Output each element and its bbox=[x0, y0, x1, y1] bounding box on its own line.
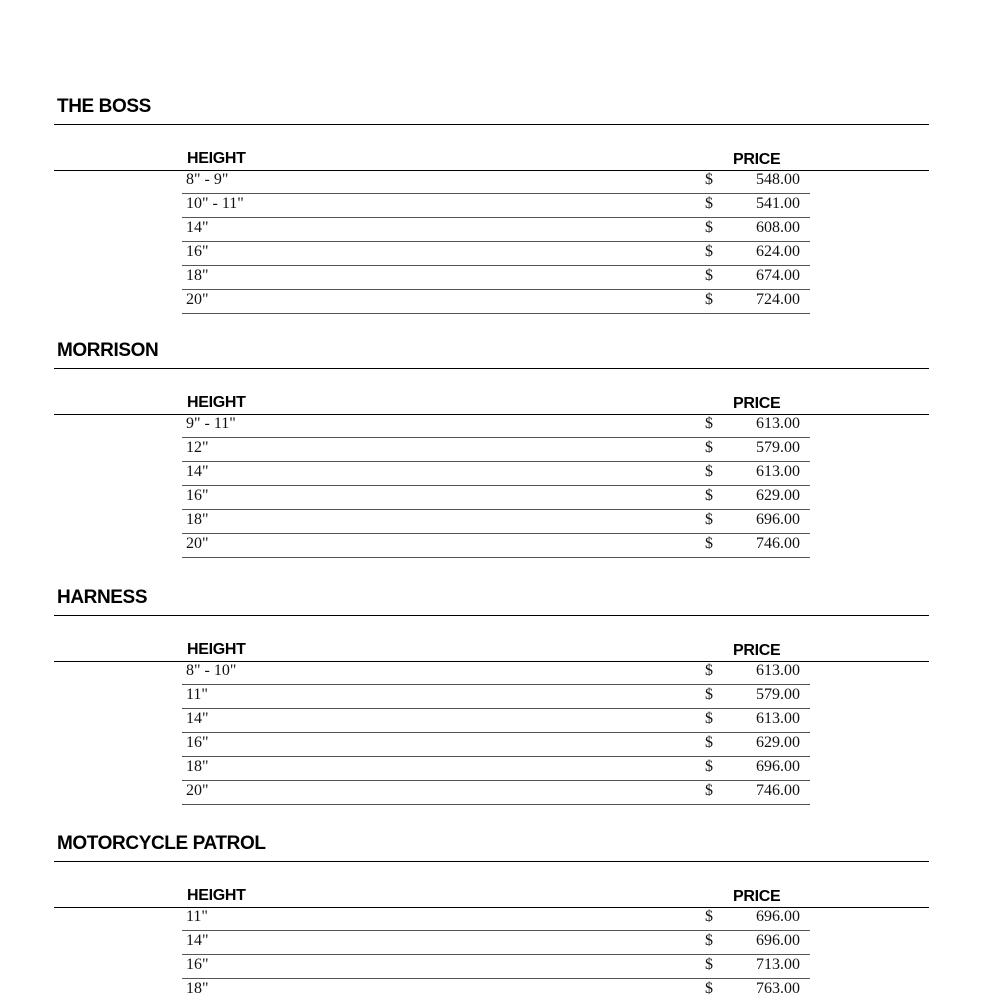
currency-symbol: $ bbox=[705, 219, 713, 236]
price-cell: 608.00 bbox=[756, 219, 800, 236]
currency-symbol: $ bbox=[705, 463, 713, 480]
price-cell: 696.00 bbox=[756, 511, 800, 528]
table-row bbox=[0, 979, 1000, 1000]
currency-symbol: $ bbox=[705, 686, 713, 703]
height-cell: 11" bbox=[186, 908, 208, 925]
currency-symbol: $ bbox=[705, 511, 713, 528]
price-cell: 548.00 bbox=[756, 171, 800, 188]
currency-symbol: $ bbox=[705, 710, 713, 727]
table-row bbox=[0, 955, 1000, 979]
height-cell: 16" bbox=[186, 243, 209, 260]
table-row bbox=[0, 486, 1000, 510]
price-table bbox=[0, 414, 1000, 558]
price-cell: 613.00 bbox=[756, 710, 800, 727]
section-title: HARNESS bbox=[57, 587, 148, 608]
table-row bbox=[0, 709, 1000, 733]
table-row bbox=[0, 661, 1000, 685]
price-table bbox=[0, 661, 1000, 805]
currency-symbol: $ bbox=[705, 195, 713, 212]
price-cell: 696.00 bbox=[756, 908, 800, 925]
height-cell: 18" bbox=[186, 511, 209, 528]
price-cell: 763.00 bbox=[756, 980, 800, 997]
height-cell: 9" - 11" bbox=[186, 415, 236, 432]
table-row bbox=[0, 733, 1000, 757]
table-row bbox=[0, 931, 1000, 955]
table-row bbox=[0, 462, 1000, 486]
table-row bbox=[0, 242, 1000, 266]
price-cell: 541.00 bbox=[756, 195, 800, 212]
table-row bbox=[0, 907, 1000, 931]
price-cell: 579.00 bbox=[756, 686, 800, 703]
table-header bbox=[0, 392, 1000, 414]
height-cell: 14" bbox=[186, 463, 209, 480]
currency-symbol: $ bbox=[705, 439, 713, 456]
table-row bbox=[0, 438, 1000, 462]
height-cell: 14" bbox=[186, 710, 209, 727]
height-column-header: HEIGHT bbox=[187, 150, 246, 167]
price-cell: 613.00 bbox=[756, 463, 800, 480]
price-cell: 579.00 bbox=[756, 439, 800, 456]
price-cell: 724.00 bbox=[756, 291, 800, 308]
height-cell: 18" bbox=[186, 267, 209, 284]
section-title: THE BOSS bbox=[57, 96, 151, 117]
currency-symbol: $ bbox=[705, 243, 713, 260]
height-cell: 8" - 9" bbox=[186, 171, 229, 188]
table-row bbox=[0, 781, 1000, 805]
table-row bbox=[0, 170, 1000, 194]
currency-symbol: $ bbox=[705, 535, 713, 552]
section-divider bbox=[54, 368, 929, 369]
currency-symbol: $ bbox=[705, 734, 713, 751]
table-row bbox=[0, 218, 1000, 242]
price-cell: 746.00 bbox=[756, 535, 800, 552]
section-divider bbox=[54, 861, 929, 862]
currency-symbol: $ bbox=[705, 171, 713, 188]
section-divider bbox=[54, 124, 929, 125]
price-cell: 696.00 bbox=[756, 758, 800, 775]
table-header bbox=[0, 148, 1000, 170]
price-cell: 613.00 bbox=[756, 415, 800, 432]
table-header bbox=[0, 885, 1000, 907]
currency-symbol: $ bbox=[705, 932, 713, 949]
height-column-header: HEIGHT bbox=[187, 394, 246, 411]
height-cell: 11" bbox=[186, 686, 208, 703]
section-title: MORRISON bbox=[57, 340, 159, 361]
price-cell: 674.00 bbox=[756, 267, 800, 284]
price-cell: 629.00 bbox=[756, 734, 800, 751]
price-column-header: PRICE bbox=[733, 642, 781, 659]
height-cell: 18" bbox=[186, 980, 209, 997]
currency-symbol: $ bbox=[705, 980, 713, 997]
table-header bbox=[0, 639, 1000, 661]
table-row bbox=[0, 757, 1000, 781]
currency-symbol: $ bbox=[705, 908, 713, 925]
price-table bbox=[0, 907, 1000, 1000]
table-row bbox=[0, 290, 1000, 314]
currency-symbol: $ bbox=[705, 487, 713, 504]
currency-symbol: $ bbox=[705, 956, 713, 973]
height-cell: 20" bbox=[186, 535, 209, 552]
height-cell: 14" bbox=[186, 219, 209, 236]
price-cell: 696.00 bbox=[756, 932, 800, 949]
currency-symbol: $ bbox=[705, 662, 713, 679]
currency-symbol: $ bbox=[705, 267, 713, 284]
table-row bbox=[0, 685, 1000, 709]
section-divider bbox=[54, 615, 929, 616]
height-cell: 16" bbox=[186, 956, 209, 973]
table-row bbox=[0, 414, 1000, 438]
currency-symbol: $ bbox=[705, 782, 713, 799]
height-cell: 18" bbox=[186, 758, 209, 775]
height-cell: 8" - 10" bbox=[186, 662, 237, 679]
table-row bbox=[0, 534, 1000, 558]
table-row bbox=[0, 510, 1000, 534]
price-cell: 746.00 bbox=[756, 782, 800, 799]
price-column-header: PRICE bbox=[733, 395, 781, 412]
price-cell: 713.00 bbox=[756, 956, 800, 973]
price-column-header: PRICE bbox=[733, 888, 781, 905]
height-cell: 10" - 11" bbox=[186, 195, 244, 212]
currency-symbol: $ bbox=[705, 291, 713, 308]
currency-symbol: $ bbox=[705, 415, 713, 432]
price-cell: 629.00 bbox=[756, 487, 800, 504]
table-row bbox=[0, 266, 1000, 290]
height-cell: 12" bbox=[186, 439, 209, 456]
section-title: MOTORCYCLE PATROL bbox=[57, 833, 266, 854]
height-column-header: HEIGHT bbox=[187, 641, 246, 658]
table-row bbox=[0, 194, 1000, 218]
height-column-header: HEIGHT bbox=[187, 887, 246, 904]
price-cell: 624.00 bbox=[756, 243, 800, 260]
height-cell: 16" bbox=[186, 734, 209, 751]
height-cell: 20" bbox=[186, 782, 209, 799]
price-table bbox=[0, 170, 1000, 314]
height-cell: 20" bbox=[186, 291, 209, 308]
price-column-header: PRICE bbox=[733, 151, 781, 168]
currency-symbol: $ bbox=[705, 758, 713, 775]
price-cell: 613.00 bbox=[756, 662, 800, 679]
height-cell: 14" bbox=[186, 932, 209, 949]
height-cell: 16" bbox=[186, 487, 209, 504]
